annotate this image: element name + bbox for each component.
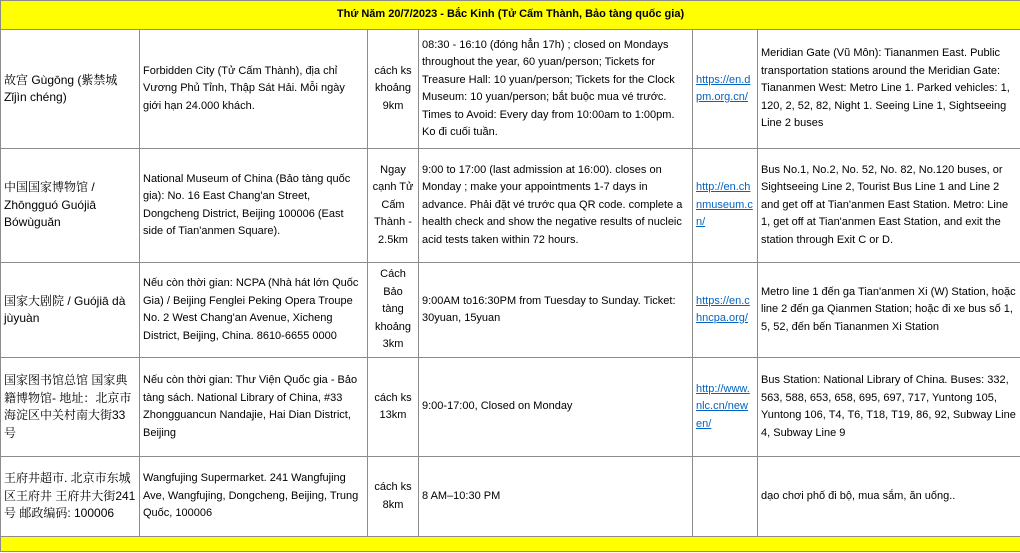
distance-cell[interactable]: cách ks 13km — [368, 358, 419, 457]
hours-cell[interactable]: 9:00-17:00, Closed on Monday — [419, 358, 693, 457]
link-cell[interactable] — [693, 30, 758, 149]
transport-cell[interactable]: Meridian Gate (Vũ Môn): Tiananmen East. Public transportation stations around the Meridian Gate: Tiananmen West: Metro Line 1. Parked vehicles: 1, 120, 2, 52, 82, Night 1. Seeing Line 1, Sightseeing Line 2 buses — [758, 30, 1020, 149]
website-link[interactable]: https://en.chncpa.org/ — [696, 294, 750, 324]
place-name-cell[interactable]: 中国国家博物馆 / Zhōngguó Guójiā Bówùguǎn — [1, 149, 140, 263]
place-name-cell[interactable]: 国家大剧院 / Guójiā dà jùyuàn — [1, 263, 140, 358]
hours-cell[interactable]: 9:00 to 17:00 (last admission at 16:00). closes on Monday ; make your appointments 1-7 days in advance. Phải đặt vé trước qua QR code. complete a health check and show the negative results of nucleic acid tests taken within 72 hours. — [419, 149, 693, 263]
link-cell[interactable] — [693, 358, 758, 457]
place-name-cell[interactable]: 王府井超市. 北京市东城区王府井 王府井大街241号 邮政编码: 100006 — [1, 457, 140, 537]
place-info-cell[interactable]: Nếu còn thời gian: Thư Viện Quốc gia - Bảo tàng sách. National Library of China, #33 Zhongguancun Nandajie, Hai Dian District, Beijing — [140, 358, 368, 457]
hours-cell[interactable]: 9:00AM to16:30PM from Tuesday to Sunday. Ticket: 30yuan, 15yuan — [419, 263, 693, 358]
place-info-cell[interactable]: National Museum of China (Bảo tàng quốc gia): No. 16 East Chang'an Street, Dongcheng District, Beijing 100006 (East side of Tian'anmen Square). — [140, 149, 368, 263]
place-info-cell[interactable]: Wangfujing Supermarket. 241 Wangfujing Ave, Wangfujing, Dongcheng, Beijing, Trung Quốc, 100006 — [140, 457, 368, 537]
table-row — [1, 358, 1020, 457]
link-cell[interactable] — [693, 263, 758, 358]
table-row — [1, 149, 1020, 263]
hours-cell[interactable]: 8 AM–10:30 PM — [419, 457, 693, 537]
transport-cell[interactable]: Bus Station: National Library of China. Buses: 332, 563, 588, 653, 658, 695, 697, 717, Yuntong 105, Yuntong 106, T4, T6, T18, T19, 86, 92, Subway Line 4, Subway Line 9 — [758, 358, 1020, 457]
day-title[interactable]: Thứ Năm 20/7/2023 - Bắc Kinh (Tử Cấm Thành, Bảo tàng quốc gia) — [1, 1, 1020, 30]
distance-cell[interactable]: Ngay cạnh Tử Cấm Thành - 2.5km — [368, 149, 419, 263]
transport-cell[interactable]: Metro line 1 đến ga Tian'anmen Xi (W) Station, hoặc line 2 đến ga Qianmen Station; hoặc đi xe bus số 1, 5, 52, đến bến Tiananmen Xi Station — [758, 263, 1020, 358]
link-cell[interactable] — [693, 149, 758, 263]
footer-row — [1, 537, 1020, 552]
distance-cell[interactable]: cách ks 8km — [368, 457, 419, 537]
table-row — [1, 30, 1020, 149]
next-day-title-cell[interactable] — [1, 537, 1020, 552]
title-row — [1, 1, 1020, 30]
place-name-cell[interactable]: 故宫 Gùgōng (紫禁城 Zǐjìn chéng) — [1, 30, 140, 149]
place-name-cell[interactable]: 国家图书馆总馆 国家典籍博物馆- 地址：北京市海淀区中关村南大街33号 — [1, 358, 140, 457]
table-row — [1, 263, 1020, 358]
place-info-cell[interactable]: Nếu còn thời gian: NCPA (Nhà hát lớn Quốc Gia) / Beijing Fenglei Peking Opera Troupe No. 2 West Chang'an Avenue, Xicheng District, Beijing, China. 8610-6655 0000 — [140, 263, 368, 358]
transport-cell[interactable]: dạo chơi phố đi bộ, mua sắm, ăn uống.. — [758, 457, 1020, 537]
distance-cell[interactable]: cách ks khoảng 9km — [368, 30, 419, 149]
table-row — [1, 457, 1020, 537]
website-link[interactable]: https://en.dpm.org.cn/ — [696, 73, 751, 103]
transport-cell[interactable]: Bus No.1, No.2, No. 52, No. 82, No.120 buses, or Sightseeing Line 2, Tourist Bus Line 1 and Line 2 and get off at Tian'anmen East Station. Metro: Line 1, get off at Tian'anmen East Station, and exit the station through Exit C or D. — [758, 149, 1020, 263]
place-info-cell[interactable]: Forbidden City (Tử Cấm Thành), địa chỉ Vương Phủ Tỉnh, Thập Sát Hải. Mỗi ngày giới hạn 24.000 khách. — [140, 30, 368, 149]
link-cell[interactable] — [693, 457, 758, 537]
distance-cell[interactable]: Cách Bảo tàng khoảng 3km — [368, 263, 419, 358]
website-link[interactable]: http://www.nlc.cn/newen/ — [696, 382, 750, 430]
website-link[interactable]: http://en.chnmuseum.cn/ — [696, 181, 753, 229]
hours-cell[interactable]: 08:30 - 16:10 (đóng hẳn 17h) ; closed on Mondays throughout the year, 60 yuan/person; Tickets for Treasure Hall: 10 yuan/person; Tickets for the Clock Museum: 10 yuan/person; bắt buộc mua vé trước. Times to Avoid: Every day from 10:00am to 1:00pm. Ko đi cuối tuần. — [419, 30, 693, 149]
